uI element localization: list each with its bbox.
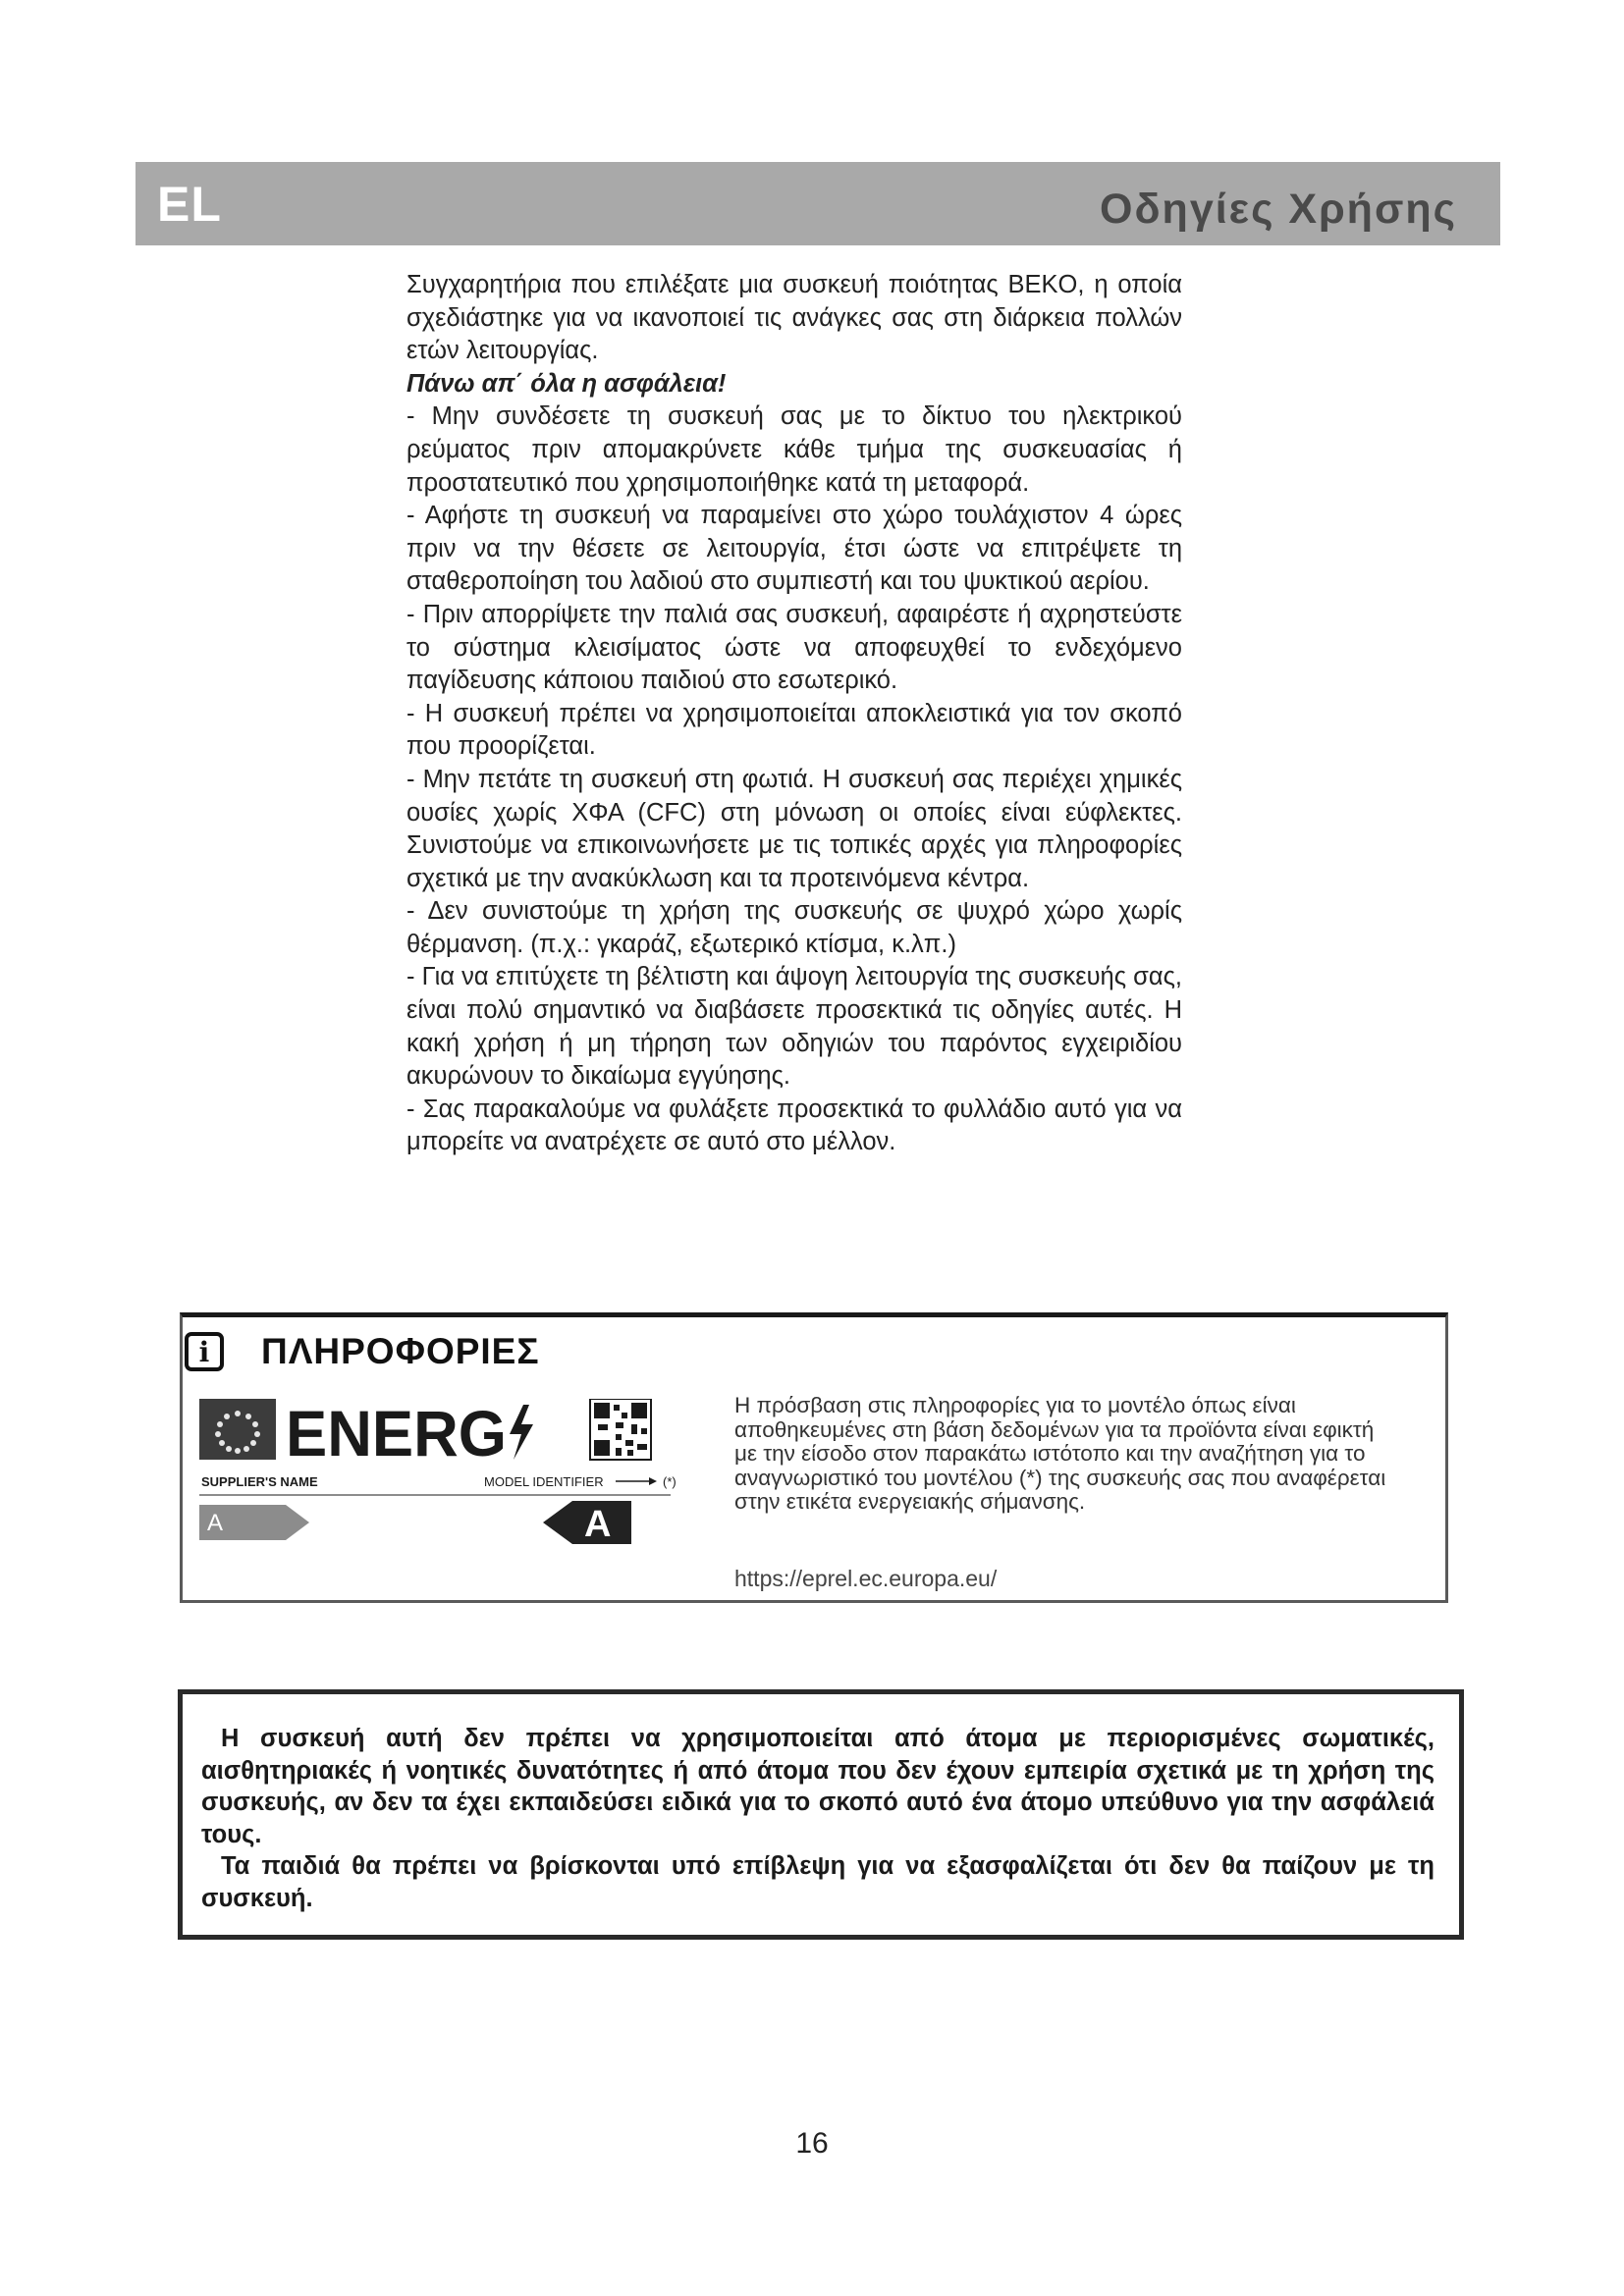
info-title: ΠΛΗΡΟΦΟΡΙΕΣ (261, 1331, 540, 1371)
safety-item: - Μην συνδέσετε τη συσκευή σας με το δίκτυο του ηλεκτρικού ρεύματος πριν απομακρύνετε κάθε τμήμα της συσκευασίας ή προστατευτικό που χρησιμοποιήθηκε κατά τη μεταφορά. (406, 402, 1182, 497)
class-label-left: A (207, 1510, 224, 1536)
language-code: EL (157, 177, 222, 232)
page-number: 16 (795, 2127, 829, 2160)
info-header (185, 1331, 540, 1372)
safety-heading: Πάνω απ΄ όλα η ασφάλεια! (406, 369, 727, 398)
header-bar (135, 162, 1500, 245)
energy-label-image (199, 1399, 730, 1585)
safety-item: - Πριν απορρίψετε την παλιά σας συσκευή, αφαιρέστε ή αχρηστεύστε το σύστημα κλεισίματος ώστε να αποφευχθεί το ενδεχόμενο παγίδευσης κάποιου παιδιού στο εσωτερικό. (406, 600, 1182, 695)
safety-item: - Δεν συνιστούμε τη χρήση της συσκευής σε ψυχρό χώρο χωρίς θέρμανση. (π.χ.: γκαράζ, εξωτερικό κτίσμα, κ.λπ.) (406, 897, 1182, 958)
warning-paragraph: Τα παιδιά θα πρέπει να βρίσκονται υπό επίβλεψη για να εξασφαλίζεται ότι δεν θα παίζουν με τη συσκευή. (201, 1852, 1435, 1912)
intro-section (406, 269, 1182, 1159)
warning-box (178, 1689, 1464, 1940)
info-icon: i (185, 1332, 224, 1371)
model-identifier-label: MODEL IDENTIFIER (484, 1474, 604, 1489)
eprel-link[interactable]: https://eprel.ec.europa.eu/ (734, 1566, 998, 1591)
warning-text (201, 1723, 1435, 1914)
safety-item: - Για να επιτύχετε τη βέλτιστη και άψογη λειτουργία της συσκευής σας, είναι πολύ σημαντικό να διαβάσετε προσεκτικά τις οδηγίες αυτές. Η κακή χρήση ή μη τήρηση των οδηγιών του παρόντος εγχειριδίου ακυρώνουν το δικαίωμα εγγύησης. (406, 963, 1182, 1091)
lightning-icon (510, 1405, 533, 1460)
info-text: Η πρόσβαση στις πληροφορίες για το μοντέλο όπως είναι αποθηκευμένες στη βάση δεδομένων για τα προϊόντα είναι εφικτή με την είσοδο στον παρακάτω ιστότοπο και την αναζήτηση για το αναγνωριστικό του μοντέλου (*) της συσκευής σας που αναφέρεται στην ετικέτα ενεργειακής σήμανσης. (734, 1393, 1386, 1514)
safety-item: - Σας παρακαλούμε να φυλάξετε προσεκτικά το φυλλάδιο αυτό για να μπορείτε να ανατρέχετε σε αυτό στο μέλλον. (406, 1095, 1182, 1156)
supplier-name-label: SUPPLIER'S NAME (201, 1474, 318, 1489)
welcome-paragraph: Συγχαρητήρια που επιλέξατε μια συσκευή ποιότητας BEKO, η οποία σχεδιάστηκε για να ικανοποιεί τις ανάγκες σας στη διάρκεια πολλών ετών λειτουργίας. (406, 271, 1182, 365)
page-title: Οδηγίες Χρήσης (1100, 186, 1457, 233)
qr-code-icon (590, 1399, 651, 1460)
class-label-right: A (584, 1504, 612, 1545)
safety-item: - Μην πετάτε τη συσκευή στη φωτιά. Η συσκευή σας περιέχει χημικές ουσίες χωρίς ΧΦΑ (CFC) στη μόνωση οι οποίες είναι εύφλεκτες. Συνιστούμε να επικοινωνήσετε με τις τοπικές αρχές για πληροφορίες σχετικά με την ανακύκλωση και τα προτεινόμενα κέντρα. (406, 765, 1182, 892)
energy-label-text: ENERG (286, 1399, 507, 1469)
warning-paragraph: Η συσκευή αυτή δεν πρέπει να χρησιμοποιείται από άτομα με περιορισμένες σωματικές, αισθητηριακές ή νοητικές δυνατότητες ή από άτομα που δεν έχουν εμπειρία σχετικά με τη χρήση της συσκευής, αν δεν τα έχει εκπαιδεύσει ειδικά για το σκοπό αυτό ένα άτομο υπεύθυνο για την ασφάλειά τους. (201, 1725, 1435, 1848)
safety-item: - Η συσκευή πρέπει να χρησιμοποιείται αποκλειστικά για τον σκοπό που προορίζεται. (406, 699, 1182, 761)
safety-item: - Αφήστε τη συσκευή να παραμείνει στο χώρο τουλάχιστον 4 ώρες πριν να την θέσετε σε λειτουργία, έτσι ώστε να επιτρέψετε τη σταθεροποίηση του λαδιού στο συμπιεστή και του ψυκτικού αερίου. (406, 502, 1182, 596)
info-box (180, 1312, 1448, 1603)
model-marker: (*) (663, 1474, 677, 1489)
